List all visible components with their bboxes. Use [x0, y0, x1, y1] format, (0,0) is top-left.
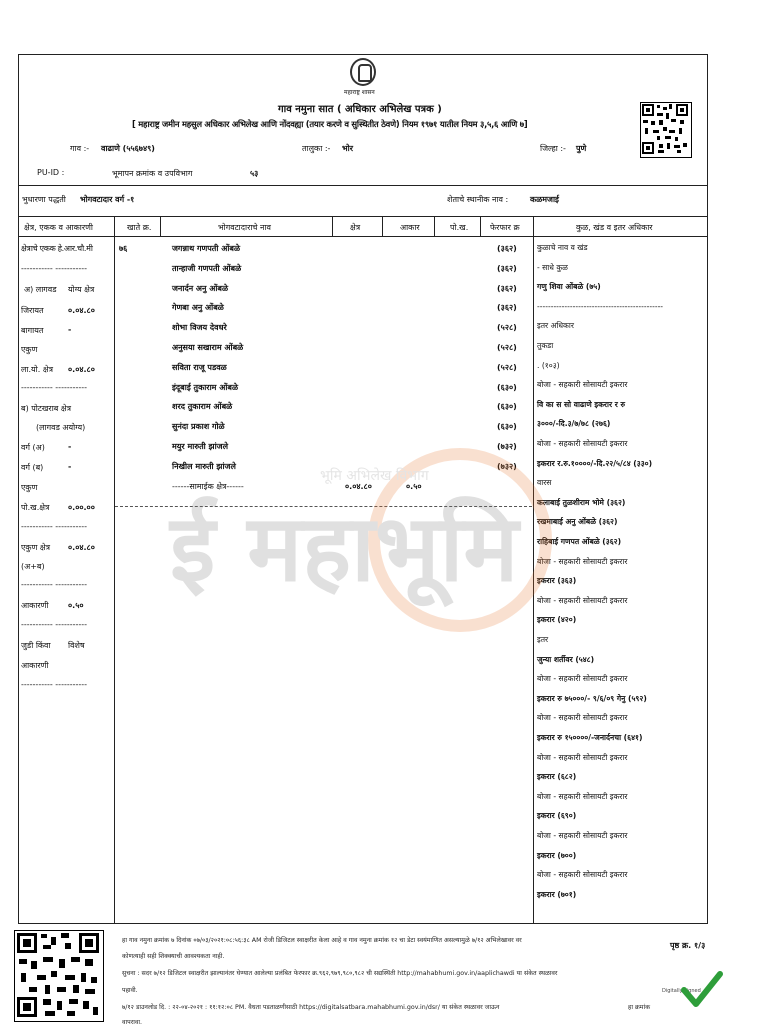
page-title: गाव नमुना सात ( अधिकार अभिलेख पत्रक ): [278, 104, 442, 115]
holder-name: सविता राजू पडवळ: [172, 362, 227, 372]
holder-name: गेणबा अनु ओंबळे: [172, 303, 224, 313]
rights-entry: बोजा - सहकारी सोसायटी इकरार: [537, 556, 628, 566]
digitally-signed-label: Digitally signed: [662, 988, 701, 994]
cultivable-label: अ) लागवड: [24, 285, 57, 294]
jirayat-value: ०.०४.८०: [68, 306, 95, 315]
footer-line-2: कोणत्याही सही शिक्क्याची आवश्यकता नाही.: [122, 953, 225, 960]
rights-entry: गणु शिवा ओंबळे (७५): [537, 282, 601, 292]
footer-line-4: पहावी.: [122, 987, 138, 994]
rights-entry: इतर: [537, 635, 549, 644]
pokh-label: पो.ख.क्षेत्र: [21, 503, 50, 512]
total-area-label: एकुण क्षेत्र: [21, 543, 51, 552]
holder-mutation: (७३२): [497, 442, 517, 451]
total-label: एकुण: [21, 345, 38, 354]
holder-name: शरद तुकाराम ओंबळे: [172, 402, 233, 412]
rights-entry: बोजा - सहकारी सोसायटी इकरार: [537, 713, 628, 723]
rights-entry: इकरार (३६३): [537, 576, 577, 586]
taluka-value: भोर: [342, 144, 353, 153]
bagayat-value: -: [68, 325, 72, 334]
potkharab-label: ब) पोटखराब क्षेत्र: [21, 404, 72, 413]
watermark-sub: भूमि अभिलेख विभाग: [320, 468, 429, 484]
rights-entry: . (१०३): [537, 360, 560, 370]
col-header-account: खाते क्र.: [127, 223, 152, 232]
rights-entry: इकरार (७०१): [537, 889, 577, 899]
holder-mutation: (३६२): [497, 244, 517, 253]
rights-entry: कुळाचे नाव व खंड: [537, 243, 588, 252]
holder-name: शोभा विजय देवधरे: [172, 323, 227, 333]
pokh-value: ०.००.००: [68, 503, 95, 512]
akarani2-label: आकारणी: [21, 661, 49, 670]
holder-name: तान्हाजी गणपती ओंबळे: [172, 263, 242, 273]
district-value: पुणे: [576, 144, 587, 153]
rights-entry: इकरार (६९०): [537, 811, 577, 821]
page-subtitle: [ महाराष्ट्र जमीन महसुल अधिकार अभिलेख आणि नोंदवह्या (तयार करणे व सुस्थितीत ठेवणे) नियम १९७१ यातील नियम ३,५,६ आणि ७]: [132, 119, 528, 129]
rights-entry: रखमाबाई अनु ओंबळे (३६२): [537, 517, 618, 527]
holder-mutation: (५२८): [497, 362, 517, 372]
qr-code-top-icon: [640, 102, 692, 158]
rights-entry: वारस: [537, 478, 552, 488]
rights-entry: ----------------------------------------------: [537, 301, 664, 311]
rights-entry: इकरार र.रु.१००००/-दि.२२/५/८४ (३३०): [537, 458, 653, 468]
village-label: गाव :-: [70, 144, 90, 153]
local-name-value: कळमजाई: [530, 195, 559, 204]
lago-value: ०.०४.८०: [68, 365, 95, 374]
watermark-text: ई महाभूमि: [170, 495, 519, 602]
col-header-pokh: पो.ख.: [450, 223, 469, 232]
rights-entry: वि का स सो वाढाणे इकरार र रु: [537, 399, 626, 409]
holder-name: मयुर मारुती झांजले: [172, 442, 229, 451]
total-area-value: ०.०४.८०: [68, 543, 95, 552]
dash-line: ----------- -----------: [21, 264, 88, 273]
rights-entry: बोजा - सहकारी सोसायटी इकरार: [537, 439, 628, 448]
holder-mutation: (६३०): [497, 402, 517, 412]
rights-entry: इकरार (७००): [537, 850, 577, 860]
page-number: पृष्ठ क्र. १/३: [670, 941, 706, 950]
holder-name: सुनंदा प्रकाश गोळे: [172, 422, 225, 432]
common-area-value: ०.०४.८०: [345, 482, 372, 491]
judi-value: विशेष: [68, 641, 85, 650]
varg-a-value: -: [68, 442, 72, 451]
rights-entry: राहिबाई गणपत ओंबळे (३६२): [537, 537, 622, 546]
local-name-label: शेताचे स्थानीक नाव :: [447, 195, 509, 204]
rights-entry: इतर अधिकार: [537, 321, 574, 331]
judi-label: जुडी किंवा: [21, 641, 51, 650]
col-header-holder: भोगवटादाराचे नाव: [218, 223, 271, 232]
rights-entry: बोजा - सहकारी सोसायटी इकरार: [537, 595, 628, 605]
col-divider-header-b: [332, 216, 333, 236]
table-header-border: [18, 236, 708, 237]
taluka-label: तालुका :-: [302, 144, 331, 153]
varg-a-label: वर्ग (अ): [21, 443, 45, 452]
holder-mutation: (६३०): [497, 422, 517, 432]
holder-name: निखील मारुती झांजले: [172, 461, 236, 471]
cultivable-sub: योग्य क्षेत्र: [68, 285, 95, 294]
rights-entry: जुन्या शर्तीवर (५४८): [537, 654, 595, 664]
rights-entry: बोजा - सहकारी सोसायटी इकरार: [537, 380, 628, 390]
holder-mutation: (५२८): [497, 343, 517, 352]
rights-entry: इकरार रु ७५०००/- ९/६/०९ गेनु (५९२): [537, 693, 647, 703]
rights-entry: बोजा - सहकारी सोसायटी इकरार: [537, 831, 628, 840]
footer-line-5b: हा क्रमांक: [628, 1004, 651, 1011]
district-label: जिल्हा :-: [540, 144, 566, 153]
holder-mutation: (५२८): [497, 323, 517, 333]
dash-line: ----------- -----------: [21, 580, 88, 589]
rights-entry: कलाबाई तुळशीराम भोमे (३६२): [537, 497, 626, 507]
puid-label: PU-ID :: [37, 168, 65, 177]
rights-entry: तुकडा: [537, 341, 554, 350]
jirayat-label: जिरायत: [21, 306, 44, 315]
dash-line: ----------- -----------: [21, 383, 88, 392]
account-number: ७६: [119, 244, 128, 253]
col-header-assessment: आकार: [400, 223, 420, 232]
verified-check-icon: [680, 968, 724, 1012]
survey-label: भूमापन क्रमांक व उपविभाग: [112, 169, 193, 178]
col-divider-1-lower: [114, 508, 115, 924]
footer-line-3: सुचना : सदर ७/१२ डिजिटल स्वाक्षरीत झाल्यानंतर घेण्यात आलेल्या प्रलंबित फेरफार क्र.९६२,९७९,९८०,९८२ ची सद्यस्थिती http://mahabhumi.gov.in/aaplichawdi या संकेत स्थळावर: [122, 970, 558, 977]
rights-entry: इकरार रु १५००००/-जनार्दनचा (६४१): [537, 733, 643, 742]
col-header-area: क्षेत्र: [350, 223, 361, 232]
akarani-value: ०.५०: [68, 601, 84, 610]
col-divider-header-c: [382, 216, 383, 236]
holder-mutation: (३६२): [497, 303, 517, 313]
akarani-label: आकारणी: [21, 601, 49, 610]
col-header-area-unit: क्षेत्र, एकक व आकारणी: [24, 223, 94, 232]
varg-b-value: -: [68, 462, 72, 471]
col-divider-header-e: [480, 216, 481, 236]
lago-label: ला.यो. क्षेत्र: [21, 365, 53, 374]
header-divider: [18, 185, 708, 186]
holder-mutation: (६३०): [497, 382, 517, 392]
dash-line: ----------- -----------: [21, 620, 88, 629]
holder-mutation: (७३२): [497, 461, 517, 471]
potkharab-sub: (लागवड अयोग्य): [36, 423, 86, 432]
col-header-mutation: फेरफार क्र: [490, 223, 520, 232]
holder-name: इंदूबाई तुकाराम ओंबळे: [172, 382, 239, 392]
total-area-sub: (अ+ब): [21, 562, 45, 571]
common-area-label: ------सामाईक क्षेत्र------: [172, 482, 244, 491]
holder-name: अनुसया सखाराम ओंबळे: [172, 343, 244, 352]
holder-mutation: (३६२): [497, 283, 517, 293]
bagayat-label: बागायत: [21, 326, 44, 335]
col-divider-1: [114, 216, 115, 508]
col-divider-header-d: [434, 216, 435, 236]
footer-line-6: वापरावा.: [122, 1019, 143, 1026]
mahabhumi-watermark: [160, 440, 640, 640]
footer-line-1: हा गाव नमुना क्रमांक ७ दिनांक ०७/०३/२०२१:०८:५६:३८ AM रोजी डिजिटल स्वाक्षरीत केला आहे व गाव नमुना क्रमांक १२ चा डेटा स्वयंमाणित असल्यामुळे ७/१२ अभिलेखावर वर: [122, 937, 522, 944]
holder-name: जनार्दन अनु ओंबळे: [172, 283, 229, 293]
govt-label: महाराष्ट्र शासन: [344, 89, 375, 96]
survey-value: ५३: [250, 169, 259, 178]
rights-entry: बोजा - सहकारी सोसायटी इकरार: [537, 791, 628, 801]
col-divider-header-a: [160, 216, 161, 236]
dash-line: ----------- -----------: [21, 680, 88, 689]
rights-entry: ३०००/-दि.३/७/७८ (२७६): [537, 419, 611, 429]
unit-label: क्षेत्राचे एकक हे.आर.चौ.मी: [21, 244, 93, 253]
qr-code-bottom-icon: [14, 930, 104, 1022]
rights-entry: बोजा - सहकारी सोसायटी इकरार: [537, 752, 628, 762]
state-emblem-icon: [350, 58, 376, 86]
varg-b-label: वर्ग (ब): [21, 463, 44, 472]
rights-entry: - साधे कुळ: [537, 262, 568, 272]
tenure-label: भुधारणा पद्धती: [22, 195, 66, 204]
total-label: एकुण: [21, 483, 38, 492]
holder-name: जगन्नाथ गणपती ओंबळे: [172, 244, 241, 253]
table-top-border: [18, 216, 708, 217]
footer-line-5: ७/१२ डाउनलोड दि. : २२-०४-२०२१ : ११:१२:०८ PM. वैधता पडताळणीसाठी https://digitalsatbara.mahabhumi.gov.in/dsr/ या संकेत स्थळावर जाऊन: [122, 1004, 500, 1011]
dash-line: ----------- -----------: [21, 522, 88, 531]
rights-entry: बोजा - सहकारी सोसायटी इकरार: [537, 870, 628, 880]
tenure-value: भोगवटादार वर्ग -१: [80, 195, 135, 204]
village-value: वाढाणे (५५६७४९): [101, 144, 155, 153]
common-assessment-value: ०.५०: [406, 482, 422, 491]
rights-entry: इकरार (६८२): [537, 772, 577, 782]
rights-entry: इकरार (४२०): [537, 615, 577, 625]
col-header-rights: कुळ, खंड व इतर अधिकार: [576, 223, 653, 232]
holder-mutation: (३६२): [497, 263, 517, 273]
rights-entry: बोजा - सहकारी सोसायटी इकरार: [537, 674, 628, 684]
